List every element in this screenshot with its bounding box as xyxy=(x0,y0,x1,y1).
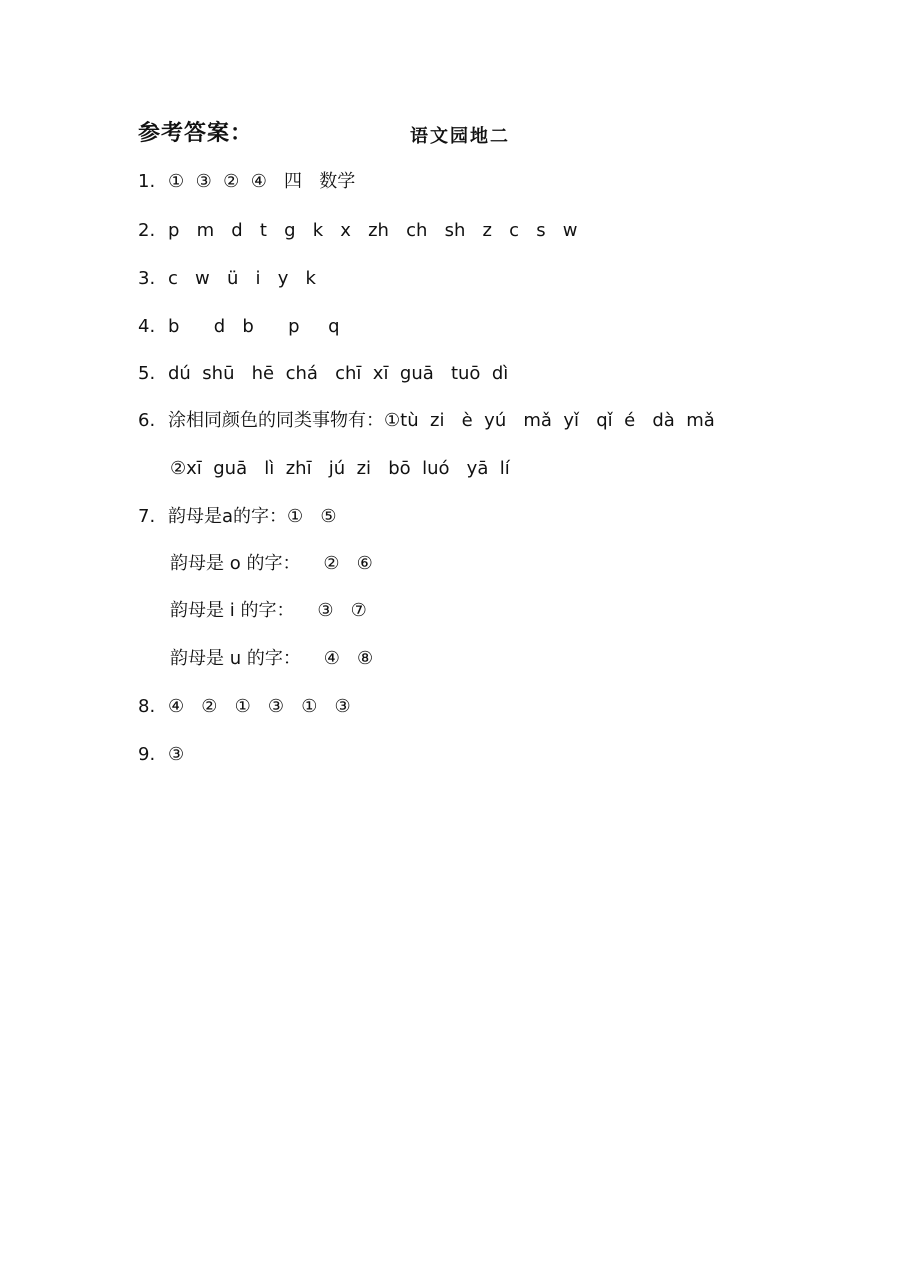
answer-text: b d b p q xyxy=(168,316,340,337)
answer-text: 涂相同颜色的同类事物有：①tù zi è yú mǎ yǐ qǐ é dà mǎ xyxy=(168,410,715,431)
answer-line-8 xyxy=(138,695,351,719)
answer-text: c w ü i y k xyxy=(168,268,316,289)
answer-number: 9. xyxy=(138,744,156,765)
answer-text: ④ ② ① ③ ① ③ xyxy=(168,696,351,717)
answer-number: 6. xyxy=(138,410,156,431)
answer-line-7-o xyxy=(170,552,373,576)
answer-text: 韵母是a的字：① ⑤ xyxy=(168,506,337,527)
section-title: 语文园地二 xyxy=(410,126,510,147)
answer-line-7-u xyxy=(170,647,373,671)
answer-line-1 xyxy=(138,170,355,194)
answer-number: 4. xyxy=(138,316,156,337)
answer-line-2 xyxy=(138,219,577,243)
answer-number: 2. xyxy=(138,220,156,241)
answer-line-3 xyxy=(138,267,316,291)
answer-line-5 xyxy=(138,362,508,386)
answer-line-9 xyxy=(138,743,184,767)
answer-number: 8. xyxy=(138,696,156,717)
answer-line-6 xyxy=(138,409,715,433)
answer-line-6-continued xyxy=(170,457,510,481)
answer-text: p m d t g k x zh ch sh z c s w xyxy=(168,220,578,241)
answer-line-7 xyxy=(138,505,336,529)
answer-key-heading: 参考答案： xyxy=(138,121,254,146)
answer-text: ① ③ ② ④ 四 数学 xyxy=(168,171,356,192)
answer-text: 韵母是 i 的字： ③ ⑦ xyxy=(170,600,367,621)
answer-text: dú shū hē chá chī xī guā tuō dì xyxy=(168,363,509,384)
answer-number: 3. xyxy=(138,268,156,289)
answer-number: 1. xyxy=(138,171,156,192)
answer-line-4 xyxy=(138,315,340,339)
answer-text: ②xī guā lì zhī jú zi bō luó yā lí xyxy=(170,458,510,479)
answer-text: ③ xyxy=(168,744,185,765)
answer-text: 韵母是 u 的字： ④ ⑧ xyxy=(170,648,374,669)
answer-number: 5. xyxy=(138,363,156,384)
answer-text: 韵母是 o 的字： ② ⑥ xyxy=(170,553,373,574)
answer-line-7-i xyxy=(170,599,367,623)
answer-number: 7. xyxy=(138,506,156,527)
